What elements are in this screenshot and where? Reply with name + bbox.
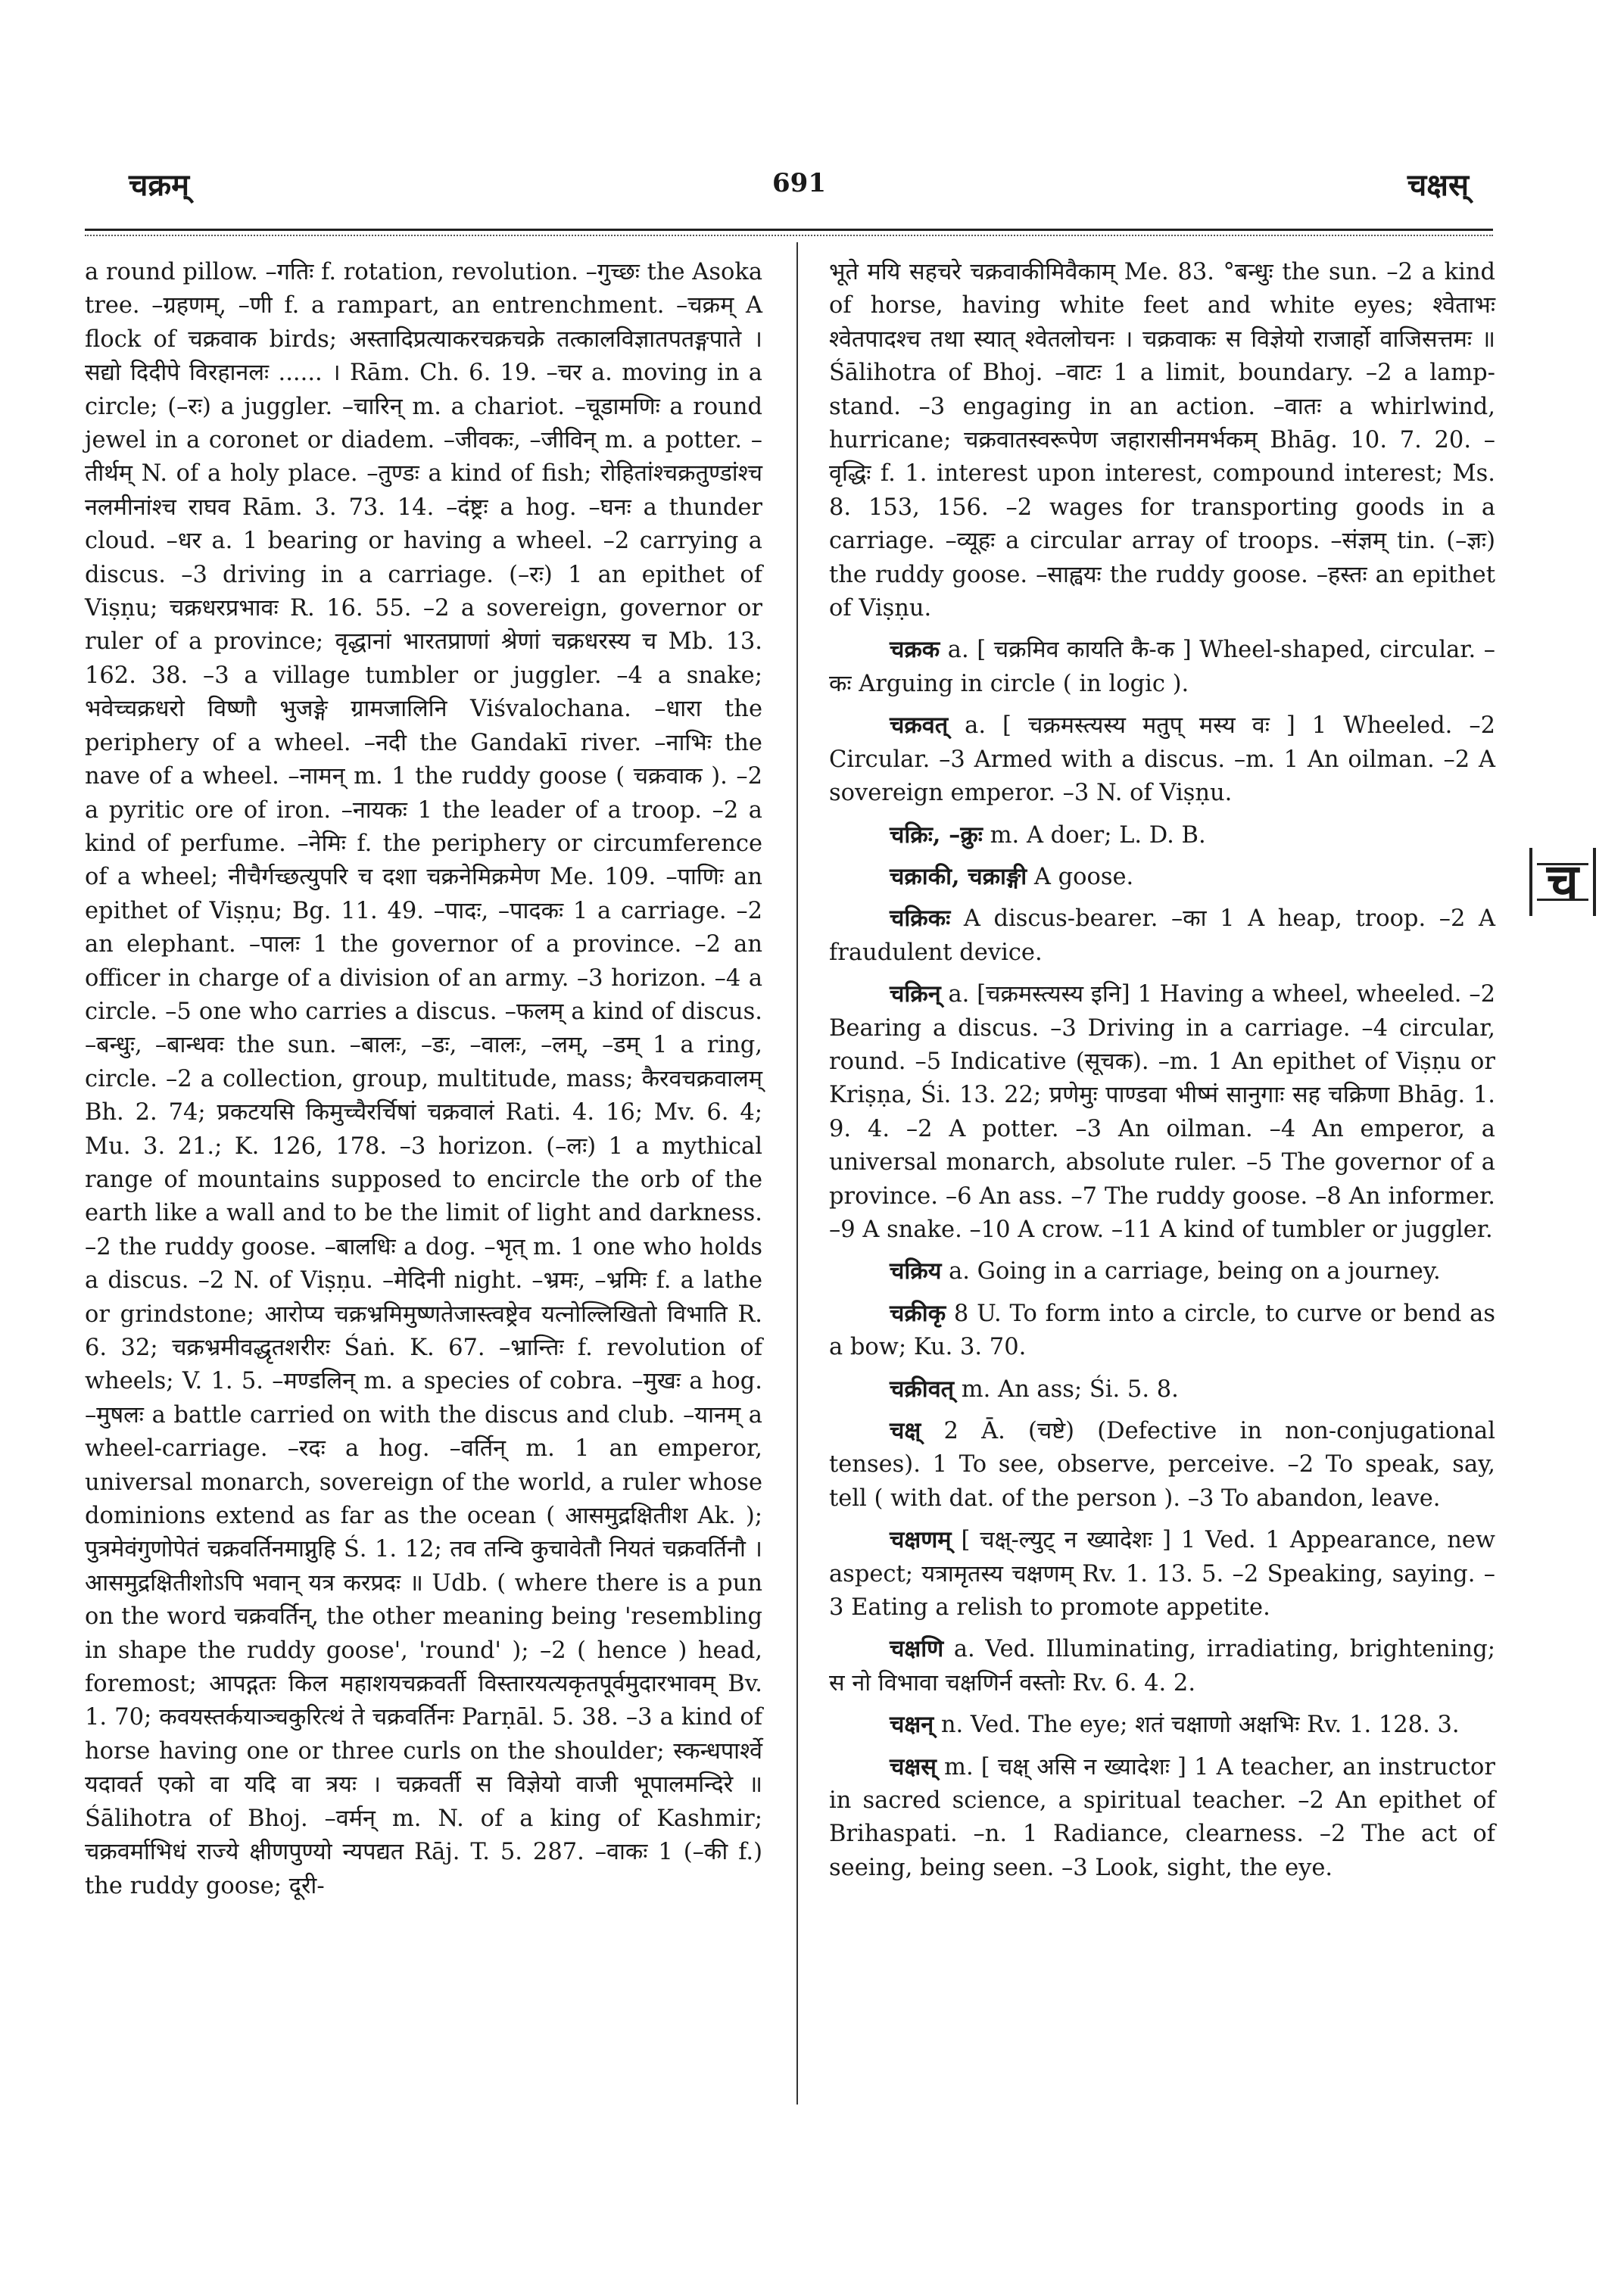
entry bbox=[829, 1254, 1495, 1288]
entry-headword: चक्षणि bbox=[890, 1635, 944, 1663]
entry-text: a. [ चक्रमस्त्यस्य मतुप् मस्य वः ] 1 Wheeled. –2 Circular. –3 Armed with a discus. –m. 1 An oilman. –2 A sovereign emperor. –3 N. of Viṣṇu. bbox=[829, 712, 1495, 807]
right-column bbox=[829, 256, 1495, 1891]
entry bbox=[829, 633, 1495, 701]
entry-continuation bbox=[829, 256, 1495, 625]
entry bbox=[829, 1414, 1495, 1516]
entry-headword: चक्रिन् bbox=[890, 980, 941, 1008]
entry bbox=[829, 902, 1495, 970]
header-left-guide-word: चक्रम् bbox=[129, 167, 190, 203]
entry bbox=[829, 709, 1495, 810]
column-divider bbox=[796, 242, 798, 2105]
header-dotted-rule bbox=[85, 235, 1493, 236]
entry-headword: चक्रीकृ bbox=[890, 1299, 946, 1327]
entry bbox=[829, 1750, 1495, 1886]
entry-headword: चक्ष् bbox=[890, 1417, 921, 1444]
header-rule bbox=[85, 229, 1493, 231]
header-right-guide-word: चक्षस् bbox=[1407, 167, 1469, 203]
left-column-text: a round pillow. –गतिः f. rotation, revolution. –गुच्छः the Asoka tree. –ग्रहणम्, –णी f. a rampart, an entrenchment. –चक्रम् A flock of चक्रवाक birds; अस्तादिप्रत्याकरचक्रचक्रे तत्कालविज्ञातपतङ्गपाते । सद्यो दिदीपे विरहानलः ...... । Rām. Ch. 6. 19. –चर a. moving in a circle; (–रः) a juggler. –चारिन् m. a chariot. –चूडामणिः a round jewel in a coronet or diadem. –जीवकः, –जीविन् m. a potter. –तीर्थम् N. of a holy place. –तुण्डः a kind of fish; रोहितांश्चक्रतुण्डांश्च नलमीनांश्च राघव Rām. 3. 73. 14. –दंष्ट्रः a hog. –घनः a thunder cloud. –धर a. 1 bearing or having a wheel. –2 carrying a discus. –3 driving in a carriage. (–रः) 1 an epithet of Viṣṇu; चक्रधरप्रभावः R. 16. 55. –2 a sovereign, governor or ruler of a province; वृद्धानां भारतप्राणां श्रेणां चक्रधरस्य च Mb. 13. 162. 38. –3 a village tumbler or juggler. –4 a snake; भवेच्चक्रधरो विष्णौ भुजङ्गे ग्रामजालिनि Viśvalochana. –धारा the periphery of a wheel. –नदी the Gandakī river. –नाभिः the nave of a wheel. –नामन् m. 1 the ruddy goose ( चक्रवाक ). –2 a pyritic ore of iron. –नायकः 1 the leader of a troop. –2 a kind of perfume. –नेमिः f. the periphery or circumference of a wheel; नीचैर्गच्छत्युपरि च दशा चक्रनेमिक्रमेण Me. 109. –पाणिः an epithet of Viṣṇu; Bg. 11. 49. –पादः, –पादकः 1 a carriage. –2 an elephant. –पालः 1 the governor of a province. –2 an officer in charge of a division of an army. –3 horizon. –4 a circle. –5 one who carries a discus. –फलम् a kind of discus. –बन्धुः, –बान्धवः the sun. –बालः, –डः, –वालः, –लम्, –डम् 1 a ring, circle. –2 a collection, group, multitude, mass; कैरवचक्रवालम् Bh. 2. 74; प्रकटयसि किमुच्चैरर्चिषां चक्रवालं Rati. 4. 16; Mv. 6. 4; Mu. 3. 21.; K. 126, 178. –3 horizon. (–लः) 1 a mythical range of mountains supposed to encircle the orb of the earth like a wall and to be the limit of light and darkness. –2 the ruddy goose. –बालधिः a dog. –भृत् m. 1 one who holds a discus. –2 N. of Viṣṇu. –मेदिनी night. –भ्रमः, –भ्रमिः f. a lathe or grindstone; आरोप्य चक्रभ्रमिमुष्णतेजास्त्वष्ट्रेव यत्नोल्लिखितो विभाति R. 6. 32; चक्रभ्रमीवद्धृतशरीरः Śaṅ. K. 67. –भ्रान्तिः f. revolution of wheels; V. 1. 5. –मण्डलिन् m. a species of cobra. –मुखः a hog. –मुषलः a battle carried on with the discus and club. –यानम् a wheel-carriage. –रदः a hog. –वर्तिन् m. 1 an emperor, universal monarch, sovereign of the world, a ruler whose dominions extend as far as the ocean ( आसमुद्रक्षितीश Ak. ); पुत्रमेवंगुणोपेतं चक्रवर्तिनमाप्नुहि Ś. 1. 12; तव तन्वि कुचावेतौ नियतं चक्रवर्तिनौ । आसमुद्रक्षितीशोऽपि भवान् यत्र करप्रदः ॥ Udb. ( where there is a pun on the word चक्रवर्तिन्, the other meaning being 'resembling in shape the ruddy goose', 'round' ); –2 ( hence ) head, foremost; आपद्गतः किल महाशयचक्रवर्ती विस्तारयत्यकृतपूर्वमुदारभावम् Bv. 1. 70; कवयस्तर्कयाञ्चकुरित्थं ते चक्रवर्तिनः Parṇāl. 5. 38. –3 a kind of horse having one or three curls on the shoulder; स्कन्धपार्श्वे यदावर्त एको वा यदि वा त्रयः । चक्रवर्ती स विज्ञेयो वाजी भूपालमन्दिरे ॥ Śālihotra of Bhoj. –वर्मन् m. N. of a king of Kashmir; चक्रवर्माभिधं राज्ये क्षीणपुण्यो न्यपद्यत Rāj. T. 5. 287. –वाकः 1 (–की f.) the ruddy goose; दूरी- bbox=[85, 259, 762, 1899]
entry bbox=[829, 1632, 1495, 1700]
entry-headword: चक्रिय bbox=[890, 1257, 942, 1285]
left-column bbox=[85, 256, 762, 1909]
entry-text: m. An ass; Śi. 5. 8. bbox=[961, 1375, 1179, 1403]
entry-headword: चक्षणम् bbox=[890, 1526, 952, 1554]
entry bbox=[829, 977, 1495, 1247]
entry-text: A discus-bearer. –का 1 A heap, troop. –2 A fraudulent device. bbox=[829, 905, 1495, 966]
entry-text: a. Going in a carriage, being on a journey. bbox=[949, 1258, 1441, 1285]
entry-text: A goose. bbox=[1033, 863, 1134, 890]
entry-headword: चक्रिः, –क्रुः bbox=[890, 821, 983, 849]
entry-text: [ चक्ष्-ल्युट् न ख्यादेशः ] 1 Ved. 1 Appearance, new aspect; यत्रामृतस्य चक्षणम् Rv. 1. 13. 5. –2 Speaking, saying. –3 Eating a relish to promote appetite. bbox=[829, 1527, 1495, 1622]
entry-text: a. [चक्रमस्त्यस्य इनि] 1 Having a wheel, wheeled. –2 Bearing a discus. –3 Driving in a carriage. –4 circular, round. –5 Indicative (सूचक). –m. 1 An epithet of Viṣṇu or Kriṣṇa, Śi. 13. 22; प्रणेमुः पाण्डवा भीष्मं सानुगाः सह चक्रिणा Bhāg. 1. 9. 4. –2 A potter. –3 An oilman. –4 An emperor, a universal monarch, absolute ruler. –5 The governor of a province. –6 An ass. –7 The ruddy goose. –8 An informer. –9 A snake. –10 A crow. –11 A kind of tumbler or juggler. bbox=[829, 981, 1495, 1243]
entry bbox=[829, 1708, 1495, 1742]
entry-headword: चक्षन् bbox=[890, 1711, 934, 1739]
thumb-index-tab: च bbox=[1529, 848, 1596, 916]
entry-headword: चक्रिकः bbox=[890, 905, 951, 933]
entry-text: भूते मयि सहचरे चक्रवाकीमिवैकाम् Me. 83. °बन्धुः the sun. –2 a kind of horse, having white feet and white eyes; श्वेताभः श्वेतपादश्च तथा स्यात् श्वेतलोचनः । चक्रवाकः स विज्ञेयो राजार्हो वाजिसत्तमः ॥ Śālihotra of Bhoj. –वाटः 1 a limit, boundary. –2 a lamp-stand. –3 engaging in an action. –वातः a whirlwind, hurricane; चक्रवातस्वरूपेण जहारासीनमर्भकम् Bhāg. 10. 7. 20. –वृद्धिः f. 1. interest upon interest, compound interest; Ms. 8. 153, 156. –2 wages for transporting goods in a carriage. –व्यूहः a circular array of troops. –संज्ञम् tin. (–ज्ञः) the ruddy goose. –साह्वयः the ruddy goose. –हस्तः an epithet of Viṣṇu. bbox=[829, 259, 1495, 622]
entry-text: 2 Ā. (चष्टे) (Defective in non-conjugational tenses). 1 To see, observe, perceive. –2 To speak, say, tell ( with dat. of the person ). –3 To abandon, leave. bbox=[829, 1418, 1495, 1512]
entry-text: n. Ved. The eye; शतं चक्षाणो अक्षभिः Rv. 1. 128. 3. bbox=[940, 1712, 1460, 1739]
entry-text: a. Ved. Illuminating, irradiating, brightening; स नो विभावा चक्षणिर्न वस्तोः Rv. 6. 4. 2. bbox=[829, 1636, 1495, 1696]
entry bbox=[829, 818, 1495, 852]
entry bbox=[829, 1523, 1495, 1625]
entry-text: m. A doer; L. D. B. bbox=[990, 821, 1206, 849]
page-number: 691 bbox=[772, 168, 826, 198]
entry-headword: चक्षस् bbox=[890, 1752, 937, 1781]
entry bbox=[829, 1297, 1495, 1365]
entry-text: a. [ चक्रमिव कायति कै-क ] Wheel-shaped, circular. –कः Arguing in circle ( in logic ). bbox=[829, 637, 1495, 697]
entry-headword: चक्राकी, चक्राङ्गी bbox=[890, 862, 1027, 890]
entry bbox=[829, 1372, 1495, 1407]
entry-headword: चक्रीवत् bbox=[890, 1375, 955, 1403]
entry-headword: चक्रक bbox=[890, 636, 940, 664]
entry bbox=[829, 860, 1495, 894]
entry-headword: चक्रवत् bbox=[890, 712, 949, 740]
entry-text: 8 U. To form into a circle, to curve or bend as a bow; Ku. 3. 70. bbox=[829, 1300, 1495, 1361]
entry-text: m. [ चक्ष् असि न ख्यादेशः ] 1 A teacher, an instructor in sacred science, a spiritual teacher. –2 An epithet of Brihaspati. –n. 1 Radiance, clearness. –2 The act of seeing, being seen. –3 Look, sight, the eye. bbox=[829, 1753, 1495, 1881]
